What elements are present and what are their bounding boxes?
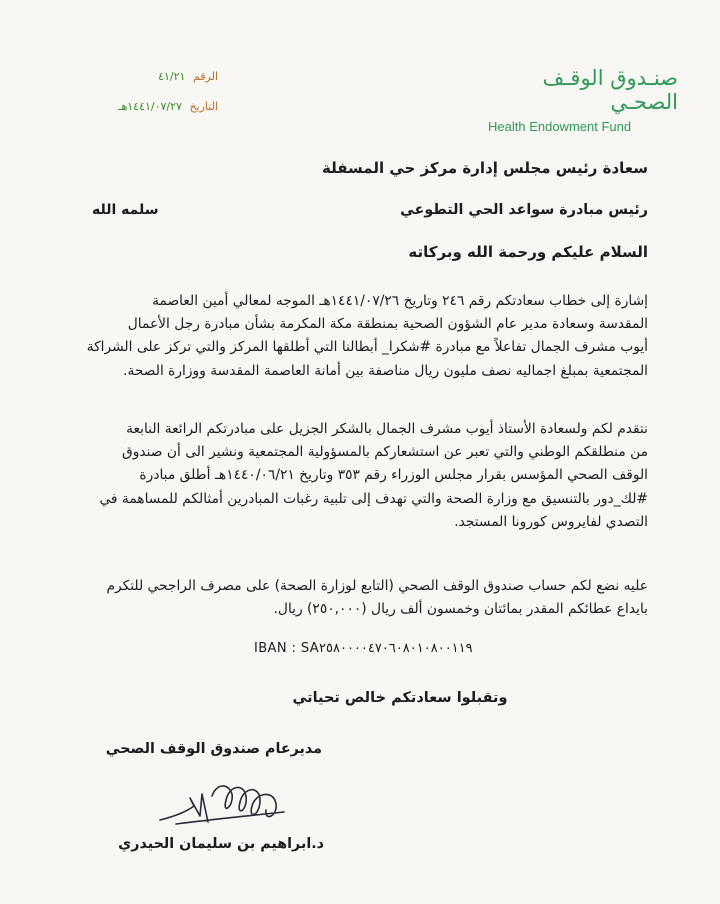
signature (156, 776, 296, 840)
paragraph-line: الوقف الصحي المؤسس بقرار مجلس الوزراء رقم ٣٥٣ وتاريخ ١٤٤٠/٠٦/٢١هـ أطلق مبادرة (139, 467, 648, 484)
addressee-line-2: رئيس مبادرة سواعد الحي التطوعي (400, 202, 648, 218)
paragraph-line: إشارة إلى خطاب سعادتكم رقم ٢٤٦ وتاريخ ١٤٤١/٠٧/٢٦هـ الموجه لمعالي أمين العاصمة (152, 293, 648, 309)
closing: وتقبلوا سعادتكم خالص تحياتي (292, 690, 508, 706)
paragraph-line: من منطلقكم الوطني والتي تعبر عن استشعاركم بالمسؤولية المجتمعية ونشير الى أن صندوق (122, 444, 648, 461)
logo (488, 66, 678, 136)
paragraph-line: نتقدم لكم ولسعادة الأستاذ أيوب مشرف الجمال بالشكر الجزيل على مبادرتكم الرائعة النابعة (126, 421, 648, 437)
greeting: السلام عليكم ورحمة الله وبركاته (408, 243, 648, 261)
letter-date (108, 100, 218, 114)
paragraph-line: بايداع عطائكم المقدر بمائتان وخمسون ألف ريال (٢٥٠,٠٠٠) ريال. (273, 601, 648, 618)
paragraph-line: المقدسة وسعادة مدير عام الشؤون الصحية بمنطقة مكة المكرمة بشأن مبادرة رجل الأعمال (127, 316, 648, 333)
paragraph-line: التصدي لفايروس كورونا المستجد. (454, 513, 648, 530)
signer-name: د.ابراهيم بن سليمان الحيدري (118, 836, 324, 852)
reference-number (108, 70, 218, 84)
reference-value: ٤١/٢١ (158, 70, 186, 83)
paragraph-2 (60, 418, 648, 534)
logo-english: Health Endowment Fund (488, 119, 632, 134)
logo-arabic: صنـدوق الوقـف الصحـي (542, 66, 678, 114)
salutation-short: سلمه الله (92, 202, 159, 218)
paragraph-line: عليه نضع لكم حساب صندوق الوقف الصحي (التابع لوزارة الصحة) على مصرف الراجحي للتكرم (106, 578, 648, 594)
reference-label: الرقم (192, 70, 218, 83)
date-value: ١٤٤١/٠٧/٢٧هـ (118, 100, 182, 113)
paragraph-line: أيوب مشرف الجمال تفاعلاً مع مبادرة #شكرا_ أبطالنا التي أطلقها المركز والتي تركز على الشراكة (86, 339, 648, 356)
iban: IBAN : SA٢٥٨٠٠٠٠٤٧٠٦٠٨٠١٠٨٠٠١١٩ (254, 641, 473, 656)
paragraph-line: #لك_دور بالتنسيق مع وزارة الصحة والتي تهدف إلى تلبية رغبات المبادرين أمثالكم للمساهمة في (99, 490, 648, 507)
paragraph-line: المجتمعية بمبلغ اجماليه نصف مليون ريال مناصفة بين أمانة العاصمة المقدسة ووزارة الصحة. (123, 362, 648, 379)
date-label: التاريخ (189, 100, 218, 113)
paragraph-1 (60, 290, 648, 383)
addressee-line-1: سعادة رئيس مجلس إدارة مركز حي المسفلة (322, 159, 648, 177)
signer-title: مديرعام صندوق الوقف الصحي (105, 741, 322, 757)
paragraph-3 (60, 575, 648, 621)
